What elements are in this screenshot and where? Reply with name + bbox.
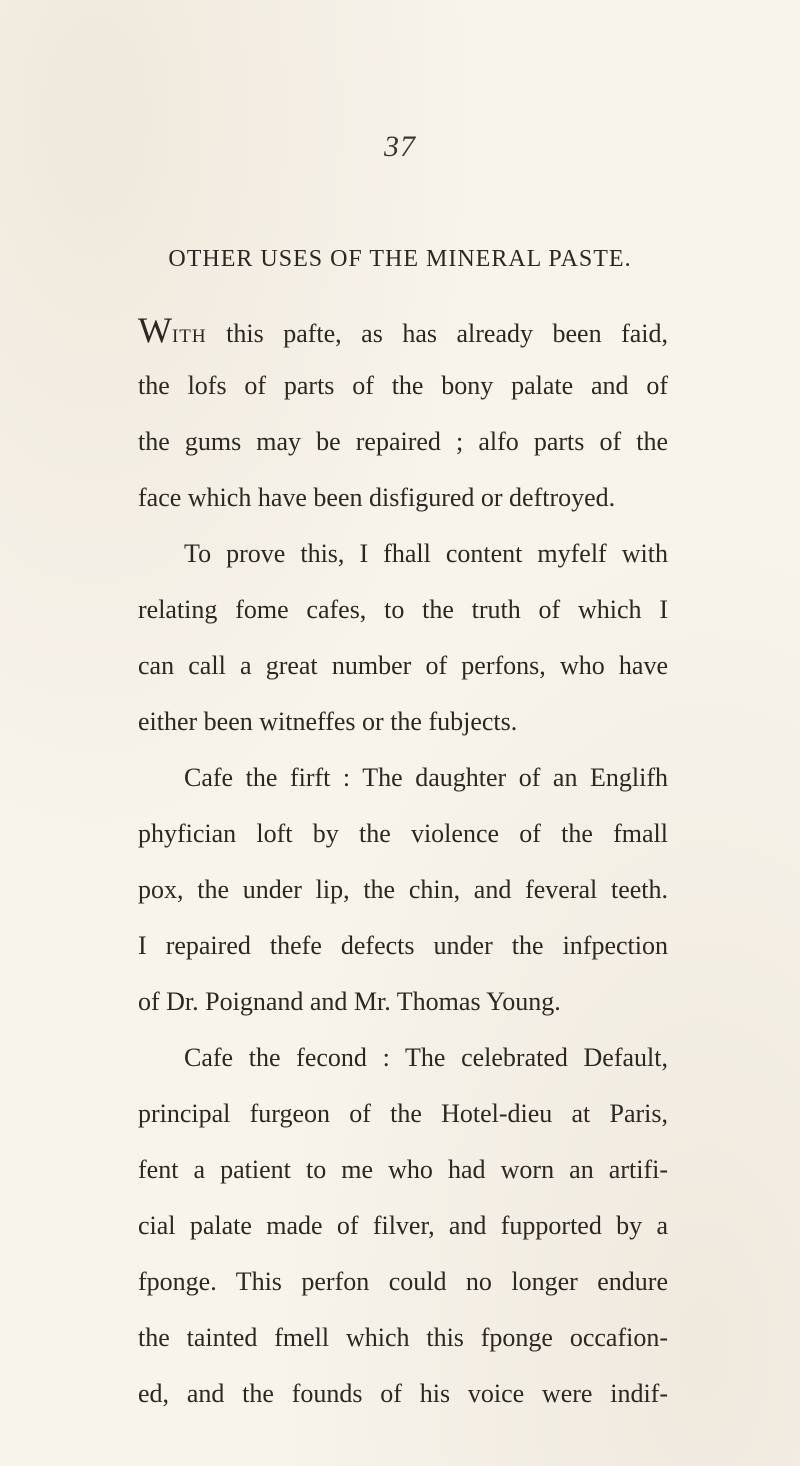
text-line: can call a great number of perfons, who have — [138, 651, 668, 680]
text-line: the tainted fmell which this fponge occafion- — [138, 1323, 668, 1352]
text-line: ed, and the founds of his voice were indif- — [138, 1379, 668, 1408]
text-line: of Dr. Poignand and Mr. Thomas Young. — [138, 987, 561, 1016]
text-line: face which have been disfigured or deftroyed. — [138, 483, 616, 512]
text-line: Cafe the firft : The daughter of an Englifh — [184, 763, 668, 792]
drop-cap: W — [138, 310, 172, 350]
body-text — [138, 302, 668, 1422]
text-line: phyfician loft by the violence of the fmall — [138, 819, 668, 848]
text-line: fent a patient to me who had worn an artifi- — [138, 1155, 668, 1184]
text-line: principal furgeon of the Hotel-dieu at Paris, — [138, 1099, 668, 1128]
text-line: cial palate made of filver, and fupported by a — [138, 1211, 668, 1240]
text-line: fponge. This perfon could no longer endure — [138, 1267, 668, 1296]
small-caps: ITH — [171, 326, 207, 347]
text-line: the gums may be repaired ; alfo parts of the — [138, 427, 668, 456]
text-line — [138, 302, 668, 358]
text-line: the lofs of parts of the bony palate and of — [138, 371, 668, 400]
text-line: Cafe the fecond : The celebrated Default, — [184, 1043, 668, 1072]
text-line: either been witneffes or the fubjects. — [138, 707, 518, 736]
chapter-title: OTHER USES OF THE MINERAL PASTE. — [168, 246, 632, 272]
text-line: I repaired thefe defects under the infpection — [138, 931, 668, 960]
page-number: 37 — [384, 130, 416, 163]
text-line: relating fome cafes, to the truth of which I — [138, 595, 668, 624]
line-text: this pafte, as has already been faid, — [206, 319, 668, 348]
text-line: To prove this, I fhall content myfelf with — [184, 539, 668, 568]
text-line: pox, the under lip, the chin, and feveral teeth. — [138, 875, 668, 904]
